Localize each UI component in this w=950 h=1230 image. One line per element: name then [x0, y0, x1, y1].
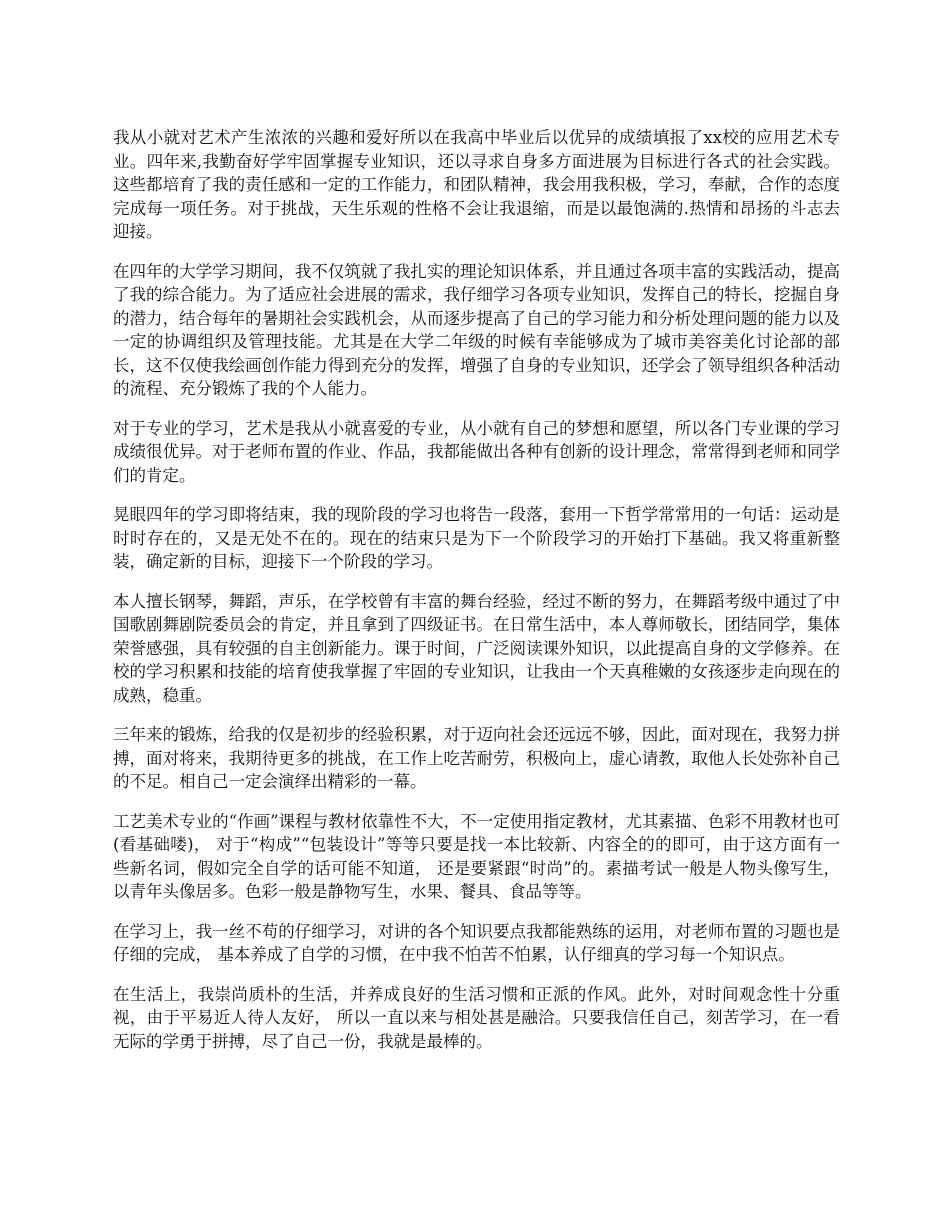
- paragraph-8: 在学习上，我一丝不苟的仔细学习，对讲的各个知识要点我都能熟练的运用，对老师布置的习题也是仔细的完成， 基本养成了自学的习惯，在中我不怕苦不怕累，认仔细真的学习每一个知识点。: [113, 921, 840, 964]
- paragraph-5: 本人擅长钢琴，舞蹈，声乐，在学校曾有丰富的舞台经验，经过不断的努力，在舞蹈考级中通过了中国歌剧舞剧院委员会的肯定，并且拿到了四级证书。在日常生活中，本人尊师敬长，团结同学，集体荣誉感强，具有较强的自主创新能力。课于时间，广泛阅读课外知识，以此提高自身的文学修养。在校的学习积累和技能的培育使我掌握了牢固的专业知识，让我由一个天真稚嫩的女孩逐步走向现在的成熟，稳重。: [113, 591, 840, 705]
- paragraph-4: 晃眼四年的学习即将结束，我的现阶段的学习也将告一段落，套用一下哲学常常用的一句话：运动是时时存在的，又是无处不在的。现在的结束只是为下一个阶段学习的开始打下基础。我又将重新整装，确定新的目标，迎接下一个阶段的学习。: [113, 505, 840, 571]
- paragraph-3: 对于专业的学习，艺术是我从小就喜爱的专业，从小就有自己的梦想和愿望，所以各门专业课的学习成绩很优异。对于老师布置的作业、作品，我都能做出各种有创新的设计理念，常常得到老师和同学们的肯定。: [113, 418, 840, 485]
- paragraph-7: 工艺美术专业的“作画”课程与教材依靠性不大，不一定使用指定教材，尤其素描、色彩不用教材也可(看基础喽)， 对于“构成”“包装设计”等等只要是找一本比较新、内容全的的即可，由于这方面有一些新名词，假如完全自学的话可能不知道， 还是要紧跟“时尚”的。素描考试一般是人物头像写生，以青年头像居多。色彩一般是静物写生，水果、餐具、食品等等。: [113, 811, 840, 901]
- paragraph-1: 我从小就对艺术产生浓浓的兴趣和爱好所以在我高中毕业后以优异的成绩填报了xx校的应用艺术专业。四年来,我勤奋好学牢固掌握专业知识，还以寻求自身多方面进展为目标进行各式的社会实践。这些都培育了我的责任感和一定的工作能力，和团队精神，我会用我积极，学习，奉献，合作的态度完成每一项任务。对于挑战，天生乐观的性格不会让我退缩，而是以最饱满的.热情和昂扬的斗志去迎接。: [113, 128, 840, 241]
- paragraph-9: 在生活上，我崇尚质朴的生活，并养成良好的生活习惯和正派的作风。此外，对时间观念性十分重视，由于平易近人待人友好， 所以一直以来与相处甚是融洽。只要我信任自己，刻苦学习，在一看无际的学勇于拼搏，尽了自己一份，我就是最棒的。: [113, 984, 840, 1051]
- document-body: [113, 126, 840, 1069]
- paragraph-6: 三年来的锻炼，给我的仅是初步的经验积累，对于迈向社会还远远不够，因此，面对现在，我努力拼搏，面对将来，我期待更多的挑战，在工作上吃苦耐劳，积极向上，虚心请教，取他人长处弥补自己的不足。相自己一定会演绎出精彩的一幕。: [113, 725, 840, 791]
- paragraph-2: 在四年的大学学习期间，我不仅筑就了我扎实的理论知识体系，并且通过各项丰富的实践活动，提高了我的综合能力。为了适应社会进展的需求，我仔细学习各项专业知识，发挥自己的特长，挖掘自身的潜力，结合每年的暑期社会实践机会，从而逐步提高了自己的学习能力和分析处理问题的能力以及一定的协调组织及管理技能。尤其是在大学二年级的时候有幸能够成为了城市美容美化讨论部的部长，这不仅使我绘画创作能力得到充分的发挥，增强了自身的专业知识，还学会了领导组织各种活动的流程、充分锻炼了我的个人能力。: [113, 261, 840, 398]
